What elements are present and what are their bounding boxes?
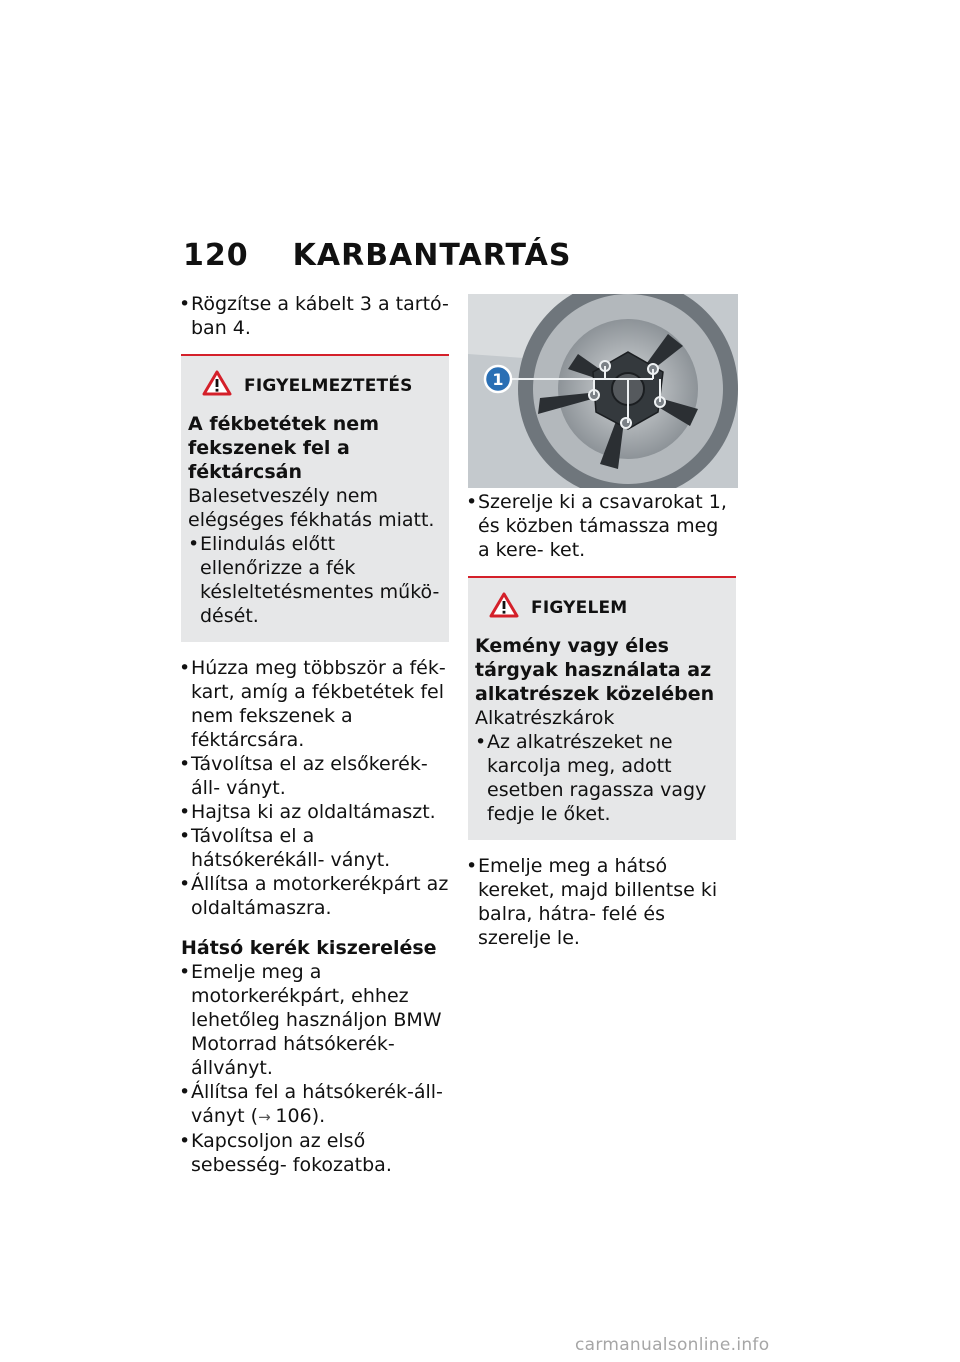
caution-text: Alkatrészkárok bbox=[475, 707, 615, 729]
list-item: • Húzza meg többször a fék- kart, amíg a fékbetétek fel nem fekszenek a féktárcsára. bbox=[181, 656, 449, 752]
page-header bbox=[183, 238, 572, 273]
page-ref-arrow-icon: → bbox=[258, 1108, 276, 1126]
left-column bbox=[181, 292, 449, 1177]
section-heading: Hátsó kerék kiszerelése bbox=[181, 937, 437, 959]
list-item: • Állítsa a motorkerékpárt az oldaltámaszra. bbox=[181, 872, 449, 920]
list-item: • Hajtsa ki az oldaltámaszt. bbox=[181, 800, 449, 824]
page-ref-link[interactable]: 106 bbox=[275, 1105, 312, 1127]
warning-title: A fékbetétek nem fekszenek fel a féktárcsán bbox=[188, 413, 379, 483]
list-item: • Rögzítse a kábelt 3 a tartó- ban 4. bbox=[181, 292, 449, 340]
warning-label: FIGYELMEZTETÉS bbox=[244, 376, 413, 396]
watermark: carmanualsonline.info bbox=[575, 1335, 770, 1355]
chapter-title: KARBANTARTÁS bbox=[292, 238, 572, 273]
warning-triangle-icon bbox=[202, 370, 232, 402]
list-item: • Távolítsa el az elsőkerék-áll- ványt. bbox=[181, 752, 449, 800]
list-item: • Kapcsoljon az első sebesség- fokozatba. bbox=[181, 1129, 449, 1177]
warning-sub-item: • Elindulás előtt ellenőrizze a fék késleltetésmentes műkö- dését. bbox=[188, 532, 441, 628]
list-item: • Távolítsa el a hátsókerékáll- ványt. bbox=[181, 824, 449, 872]
caution-label: FIGYELEM bbox=[531, 598, 628, 618]
right-column bbox=[468, 490, 736, 950]
list-item: • Emelje meg a motorkerékpárt, ehhez lehetőleg használjon BMW Motorrad hátsókerék- állványt. bbox=[181, 960, 449, 1080]
list-item: • Szerelje ki a csavarokat 1, és közben támassza meg a kere- ket. bbox=[468, 490, 736, 562]
warning-header bbox=[188, 370, 441, 402]
list-item bbox=[181, 1080, 449, 1129]
caution-box bbox=[468, 576, 736, 840]
stand-text: Állítsa fel a hátsókerék-áll- ványt ( bbox=[191, 1081, 443, 1127]
caution-sub-item: • Az alkatrészeket ne karcolja meg, adott esetben ragassza vagy fedje le őket. bbox=[475, 730, 728, 826]
warning-box bbox=[181, 354, 449, 642]
caution-header bbox=[475, 592, 728, 624]
list-item: • Emelje meg a hátsó kereket, majd billentse ki balra, hátra- felé és szerelje le. bbox=[468, 854, 736, 950]
wheel-photo bbox=[468, 294, 738, 488]
page-number: 120 bbox=[183, 238, 249, 273]
wheel-illustration bbox=[468, 294, 738, 488]
warning-triangle-icon bbox=[489, 592, 519, 624]
stand-text-end: ). bbox=[311, 1105, 326, 1127]
photo-callout-label: 1 bbox=[492, 370, 504, 389]
warning-text: Balesetveszély nem elégséges fékhatás miatt. bbox=[188, 485, 435, 531]
caution-title: Kemény vagy éles tárgyak használata az alkatrészek közelében bbox=[475, 635, 715, 705]
